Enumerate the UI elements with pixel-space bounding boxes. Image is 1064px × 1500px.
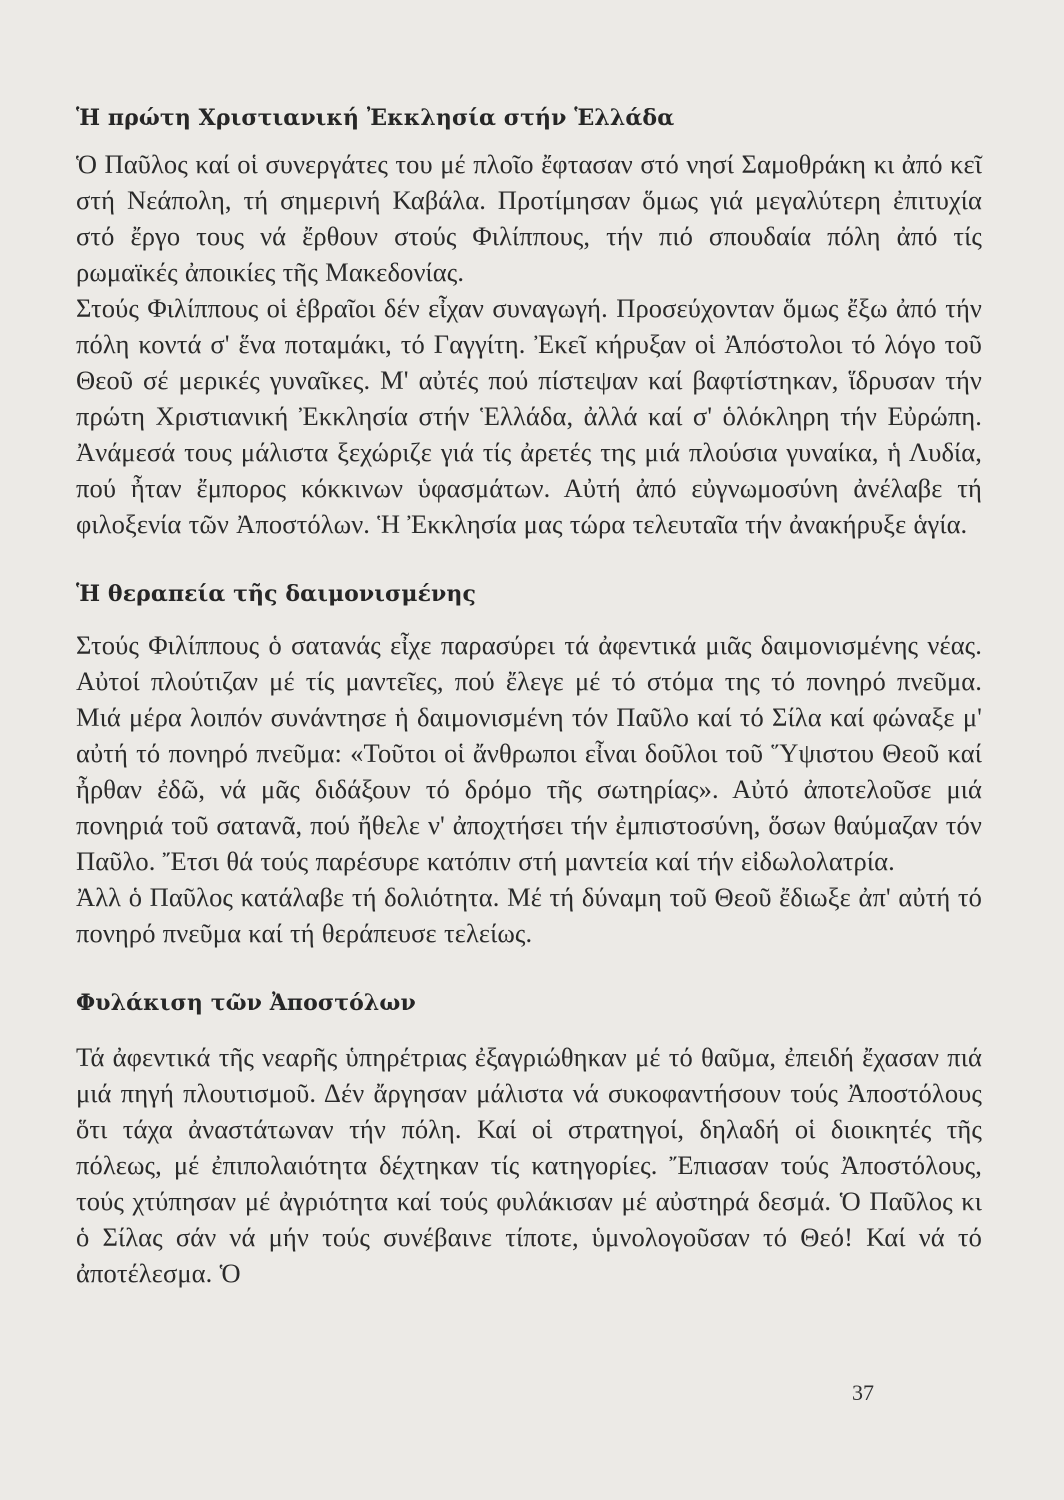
paragraph: Ἀλλ ὁ Παῦλος κατάλαβε τή δολιότητα. Μέ τή δύναμη τοῦ Θεοῦ ἔδιωξε ἀπ' αὐτή τό πονηρό πνεῦμα καί τή θεράπευσε τελείως. (76, 882, 982, 949)
section-heading: Φυλάκιση τῶν Ἀποστόλων (76, 990, 416, 1017)
paragraph: Στούς Φιλίππους ὁ σατανάς εἶχε παρασύρει τά ἀφεντικά μιᾶς δαιμονισμένης νέας. Αὐτοί πλούτιζαν μέ τίς μαντεῖες, πού ἔλεγε μέ τό στόμα της τό πονηρό πνεῦμα. Μιά μέρα λοιπόν συνάντησε ἡ δαιμονισμένη τόν Παῦλο καί τό Σίλα καί φώναξε μ' αὐτή τό πονηρό πνεῦμα: «Τοῦτοι οἱ ἄνθρωποι εἶναι δοῦλοι τοῦ Ὕψιστου Θεοῦ καί ἦρθαν ἐδῶ, νά μᾶς διδάξουν τό δρόμο τῆς σωτηρίας». Αὐτό ἀποτελοῦσε μιά πονηριά τοῦ σατανᾶ, πού ἤθελε ν' ἀποχτήσει τήν ἐμπιστοσύνη, ὅσων θαύμαζαν τόν Παῦλο. Ἔτσι θά τούς παρέσυρε κατόπιν στή μαντεία καί τήν εἰδωλολατρία. (76, 630, 982, 877)
paragraph: Ὁ Παῦλος καί οἱ συνεργάτες του μέ πλοῖο ἔφτασαν στό νησί Σαμοθράκη κι ἀπό κεῖ στή Νεάπολη, τή σημερινή Καβάλα. Προτίμησαν ὅμως γιά μεγαλύτερη ἐπιτυχία στό ἔργο τους νά ἔρθουν στούς Φιλίππους, τήν πιό σπουδαία πόλη ἀπό τίς ρωμαϊκές ἀποικίες τῆς Μακεδονίας. (76, 148, 982, 287)
section-heading: Ἡ πρώτη Χριστιανική Ἐκκλησία στήν Ἑλλάδα (76, 105, 675, 131)
section-imprisonment (76, 989, 982, 1291)
section-healing (76, 580, 982, 952)
paragraph: Τά ἀφεντικά τῆς νεαρῆς ὑπηρέτριας ἐξαγριώθηκαν μέ τό θαῦμα, ἐπειδή ἔχασαν πιά μιά πηγή πλουτισμοῦ. Δέν ἄργησαν μάλιστα νά συκοφαντήσουν τούς Ἀποστόλους ὅτι τάχα ἀναστάτωναν τήν πόλη. Καί οἱ στρατηγοί, δηλαδή οἱ διοικητές τῆς πόλεως, μέ ἐπιπολαιότητα δέχτηκαν τίς κατηγορίες. Ἔπιασαν τούς Ἀποστόλους, τούς χτύπησαν μέ ἀγριότητα καί τούς φυλάκισαν μέ αὐστηρά δεσμά. Ὁ Παῦλος κι ὁ Σίλας σάν νά μήν τούς συνέβαινε τίποτε, ὑμνολογοῦσαν τό Θεό! Καί νά τό ἀποτέλεσμα. Ὁ (76, 1042, 982, 1289)
section-first-church (76, 104, 982, 542)
page-body (76, 104, 982, 1329)
page-number: 37 (852, 1380, 874, 1405)
paragraph: Στούς Φιλίππους οἱ ἑβραῖοι δέν εἶχαν συναγωγή. Προσεύχονταν ὅμως ἔξω ἀπό τήν πόλη κοντά σ' ἕνα ποταμάκι, τό Γαγγίτη. Ἐκεῖ κήρυξαν οἱ Ἀπόστολοι τό λόγο τοῦ Θεοῦ σέ μερικές γυναῖκες. Μ' αὐτές πού πίστεψαν καί βαφτίστηκαν, ἵδρυσαν τήν πρώτη Χριστιανική Ἐκκλησία στήν Ἑλλάδα, ἀλλά καί σ' ὁλόκληρη τήν Εὐρώπη. Ἀνάμεσά τους μάλιστα ξεχώριζε γιά τίς ἀρετές της μιά πλούσια γυναίκα, ἡ Λυδία, πού ἦταν ἔμπορος κόκκινων ὑφασμάτων. Αὐτή ἀπό εὐγνωμοσύνη ἀνέλαβε τή φιλοξενία τῶν Ἀποστόλων. Ἡ Ἐκκλησία μας τώρα τελευταῖα τήν ἀνακήρυξε ἁγία. (76, 292, 982, 539)
section-heading: Ἡ θεραπεία τῆς δαιμονισμένης (76, 580, 476, 607)
